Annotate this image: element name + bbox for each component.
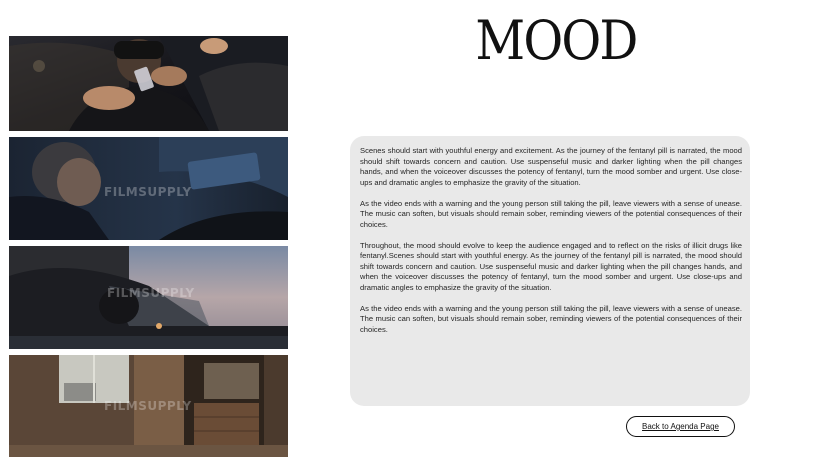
watermark-label: FILMSUPPLY	[107, 286, 195, 300]
mood-paragraph: As the video ends with a warning and the young person still taking the pill, leave viewers with a sense of unease. The music can soften, but visuals should remain sober, reminding viewers of the potential consequences of their choices.	[360, 198, 742, 229]
car-handoff-frame	[9, 36, 288, 131]
back-to-agenda-button[interactable]: Back to Agenda Page	[626, 416, 735, 437]
mood-paragraph: Scenes should start with youthful energy and excitement. As the journey of the fentanyl pill is narrated, the mood should shift towards concern and caution. Use suspenseful music and darker lighting when the pill changes hands, and when the voiceover discusses the potency of fentanyl, turn the mood somber and urgent. Use close-ups and dramatic angles to emphasize the gravity of the situation.	[360, 146, 742, 187]
car-dusk-frame	[9, 246, 288, 349]
page-title: MOOD	[475, 9, 637, 72]
mood-paragraph: Throughout, the mood should evolve to keep the audience engaged and to reflect on the risks of illicit drugs like fentanyl.Scenes should start with youthful energy. As the journey of the fentanyl pill is narrated, the mood should shift towards concern and caution. Use suspenseful music and darker lighting when the pill changes hands, and when the voiceover discusses the potency of fentanyl, turn the mood somber and urgent. Use close-ups and dramatic angles to emphasize the gravity of the situation.	[360, 240, 742, 292]
mood-description-panel	[350, 136, 750, 406]
empty-room-frame	[9, 355, 288, 457]
mood-paragraph: As the video ends with a warning and the young person still taking the pill, leave viewers with a sense of unease. The music can soften, but visuals should remain sober, reminding viewers of the potential consequences of their choices.	[360, 303, 742, 334]
watermark-label: FILMSUPPLY	[104, 185, 192, 199]
watermark-label: FILMSUPPLY	[104, 399, 192, 413]
driver-looking-down-frame	[9, 137, 288, 240]
